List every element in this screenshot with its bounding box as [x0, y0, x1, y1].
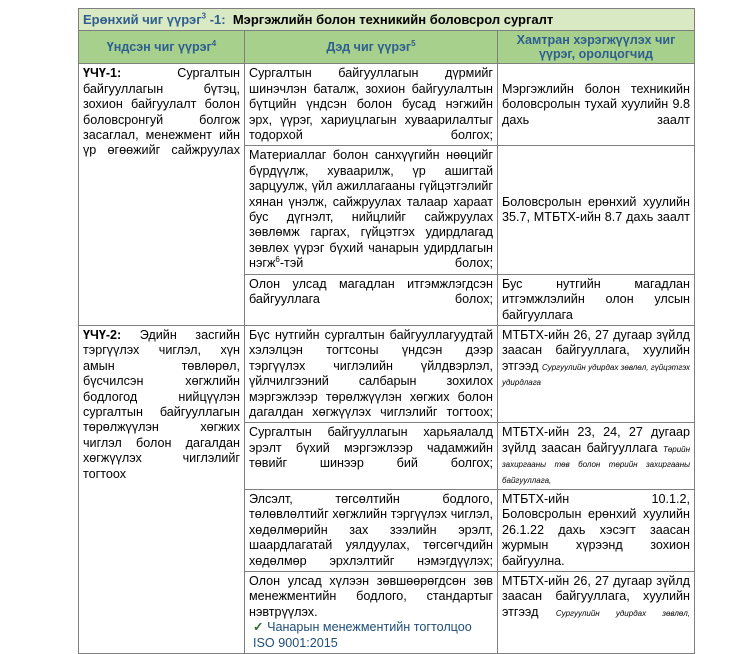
checklist-item: ✓ Чанарын менежментийн тогтолцоо ISO 9001:2015	[253, 620, 472, 650]
sub-function-cell: Олон улсад магадлан итгэмжлэгдсэн байгууллага болох;	[245, 274, 498, 325]
main-function-text: Эдийн засгийн тэргүүлэх чиглэл, хүн амын төвлөрөл, бүсчилсэн хөгжлийн бодлогод нийцүүлэн сургалтын байгууллагын төрөлжүүлэн хөгжих чиглэл болон дагалдан хөгжүүлэх чиглэлийг тогтоох	[83, 327, 241, 481]
table-row	[79, 64, 695, 146]
main-function-code: ҮЧҮ-2:	[83, 327, 122, 342]
sub-function-cell: Материаллаг болон санхүүгийн нөөцийг бүрдүүлж, хуваарилж, үр ашигтай зарцуулж, үйл ажиллагааны гүйцэтгэлийг хянан үнэлж, сайжруулах талаар хараат бус дүгнэлт, нийцлийг сайжруулах зөвлөмж гаргах, гүйцэтгэх удирдлагад зөвлөх үүрэг бүхий чанарын удирдлагын нэгж$^6$-тэй болох;	[245, 146, 498, 274]
sub-function-cell: Олон улсад хүлээн зөвшөөрөгдсөн зөв менежментийн бодлого, стандартыг нэвтрүүлэх. ✓ Чанарын менежментийн тогтолцоо ISO 9001:2015	[245, 572, 498, 654]
functions-table	[78, 8, 695, 654]
partner-cell: МТБТХ-ийн 26, 27 дугаар зүйлд заасан байгууллага, хуулийн этгээд Сургуулийн удирдах зөвлөл,	[498, 572, 695, 654]
column-header-row	[79, 31, 695, 64]
general-function-header-row	[79, 9, 695, 31]
partner-cell: Боловсролын ерөнхий хуулийн 35.7, МТБТХ-ийн 8.7 дахь заалт	[498, 146, 695, 274]
sub-function-cell: Элсэлт, төгсөлтийн бодлого, төлөвлөлтийг хөгжлийн тэргүүлэх чиглэл, хөдөлмөрийн зах зээлийн эрэлт, шаардлагатай уялдуулах, төгсөгчдийн хөдөлмөр эрхлэлтийг нэмэгдүүлэх;	[245, 489, 498, 571]
sub-function-cell: Бүс нутгийн сургалтын байгууллагуудтай хэлэлцэн тогтсоны үндсэн дээр тэргүүлэх чиглэлийн үйлдвэрлэл, үйлчилгээний салбарын зохилох мэргэжлээр төрөлжүүлэн хөгжих болон дагалдан хөгжүүлэх чиглэлийг тогтоох;	[245, 325, 498, 422]
column-header-sub: Дэд чиг үүрэг$^5$	[245, 31, 498, 64]
partner-note: Сургуулийн удирдах зөвлөл,	[555, 608, 691, 618]
partner-cell: МТБТХ-ийн 23, 24, 27 дугаар зүйлд заасан байгууллага Төрийн захиргааны төв болон төрийн захиргааны байгууллага,	[498, 423, 695, 490]
main-function-code: ҮЧҮ-1:	[83, 66, 122, 81]
footnote-ref: 3	[201, 11, 207, 21]
column-header-main: Үндсэн чиг үүрэг$^4$	[79, 31, 245, 64]
partner-note: Сургуулийн удирдах зөвлөл, гүйцэтгэх удирдлага	[502, 362, 691, 388]
main-function-cell	[79, 64, 245, 326]
partner-cell: МТБТХ-ийн 10.1.2, Боловсролын ерөнхий хуулийн 26.1.22 дахь хэсэгт заасан журмын хүрээнд зохион байгуулна.	[498, 489, 695, 571]
column-header-partners: Хамтран хэрэгжүүлэх чиг үүрэг, оролцогчид	[498, 31, 695, 64]
main-function-cell	[79, 325, 245, 653]
table-row	[79, 325, 695, 422]
partner-cell: Бус нутгийн магадлан итгэмжлэлийн олон улсын байгууллага	[498, 274, 695, 325]
partner-note: Төрийн захиргааны төв болон төрийн захиргааны байгууллага,	[502, 444, 691, 485]
partner-cell: МТБТХ-ийн 26, 27 дугаар зүйлд заасан байгууллага, хуулийн этгээд Сургуулийн удирдах зөвлөл, гүйцэтгэх удирдлага	[498, 325, 695, 422]
general-function-number: -1:	[209, 12, 226, 27]
sub-function-cell: Сургалтын байгууллагын дүрмийг шинэчлэн баталж, зохион байгуулалтын бүтцийн үндсэн болон бусад нэгжийн эрх, үүрэг, хариуцлагын хуваарилалтыг тодорхой болгох;	[245, 64, 498, 146]
partner-cell: Мэргэжлийн болон техникийн боловсролын тухай хуулийн 9.8 дахь заалт	[498, 64, 695, 146]
general-function-label: Ерөнхий чиг үүрэг	[83, 12, 202, 27]
check-icon: ✓	[253, 620, 264, 635]
sub-function-cell: Сургалтын байгууллагын харьяалалд эрэлт бүхий мэргэжлээр чадамжийн төвийг шинээр бий болгох;	[245, 423, 498, 490]
main-function-text: Сургалтын байгууллагын бүтэц, зохион байгуулалт болон боловсронгуй болгож засаглал, менежмент ийн үр өгөөжийг сайжруулах	[83, 66, 240, 158]
general-function-title: Мэргэжлийн болон техникийн боловсрол сургалт	[232, 12, 554, 27]
general-function-header	[79, 9, 695, 31]
